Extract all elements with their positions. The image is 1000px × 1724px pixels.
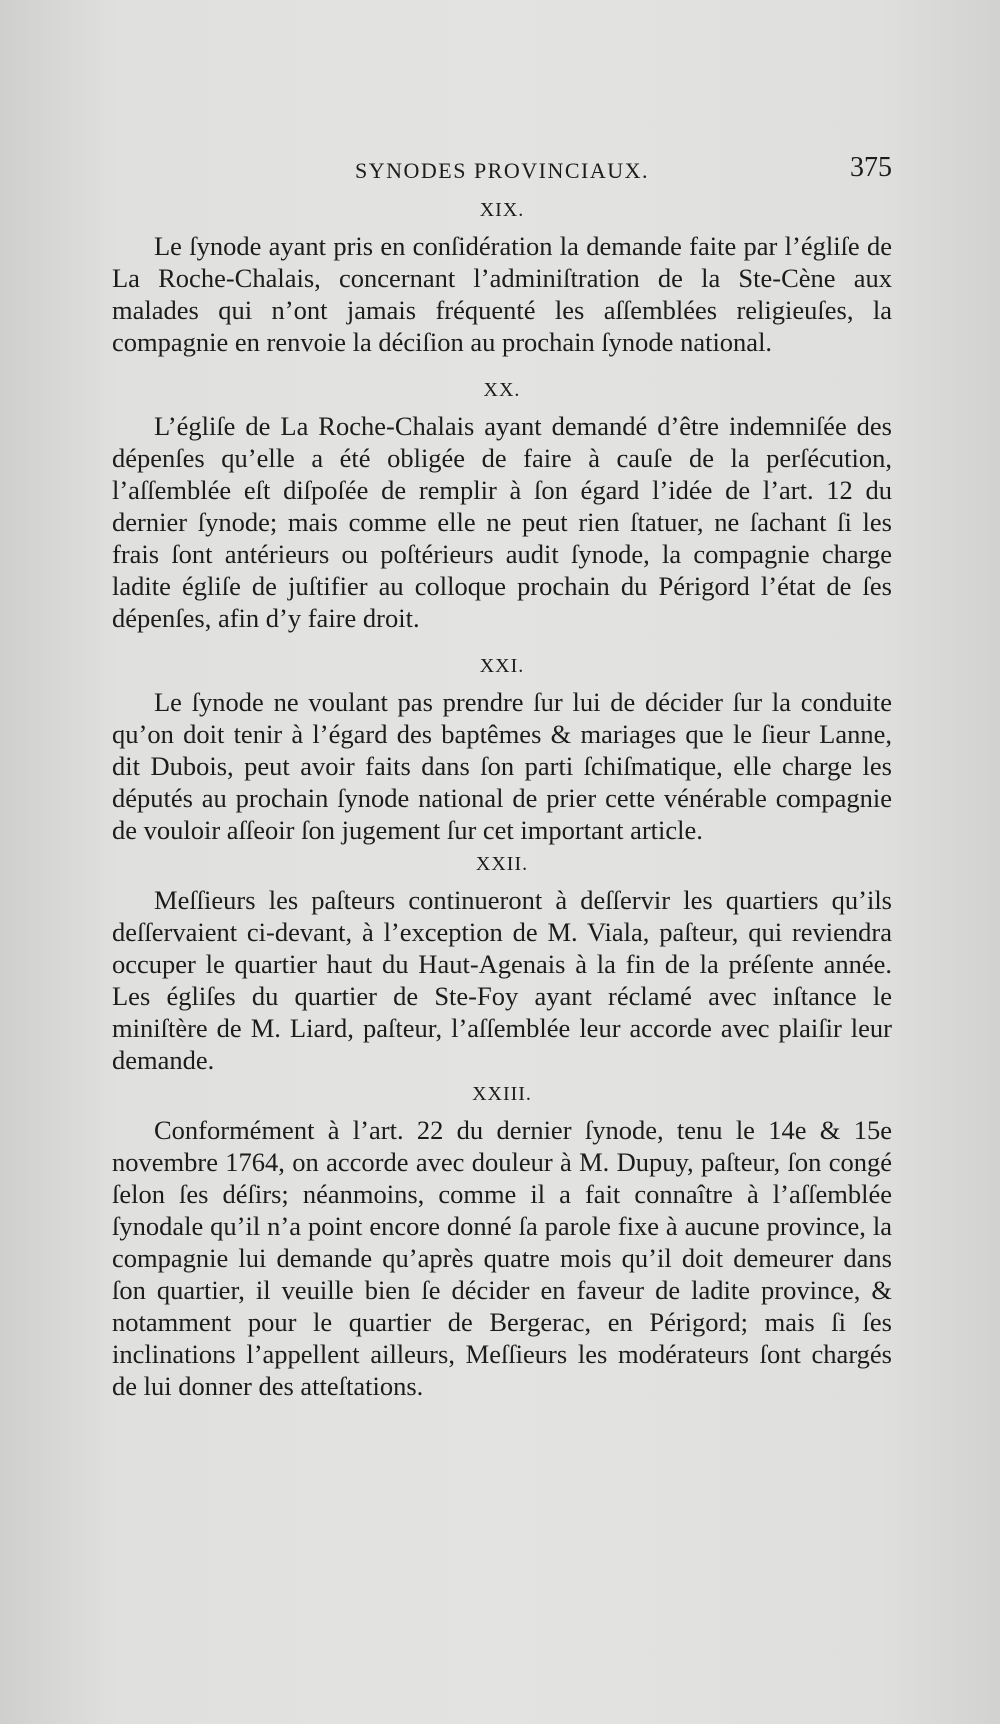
article-number: XIX. — [479, 199, 525, 221]
article-text: Conformément à l’art. 22 du dernier ſynode, tenu le 14e & 15e novembre 1764, on accorde avec douleur à M. Dupuy, paſteur, ſon congé ſelon ſes déſirs; néanmoins, comme il a fait connaître à l’aſſemblée ſynodale qu’il n’a point encore donné ſa parole fixe à aucune province, la compagnie lui demande qu’après quatre mois qu’il doit demeurer dans ſon quartier, il veuille bien ſe décider en faveur de ladite province, & notamment pour le quartier de Bergerac, en Périgord; mais ſi ſes inclinations l’appellent ailleurs, Meſſieurs les modérateurs ſont chargés de lui donner des atteſtations. — [112, 1115, 892, 1401]
article-number: XXIII. — [472, 1083, 532, 1105]
article-20 — [112, 376, 892, 634]
article-number: XXII. — [475, 853, 529, 875]
article-text: L’égliſe de La Roche-Chalais ayant demandé d’être indemniſée des dépenſes qu’elle a été obligée de faire à cauſe de la perſécution, l’aſſemblée eſt diſpoſée de remplir à ſon égard l’idée de l’art. 12 du dernier ſynode; mais comme elle ne peut rien ſtatuer, ne ſachant ſi les frais ſont antérieurs ou poſtérieurs audit ſynode, la compagnie charge ladite égliſe de juſtifier au colloque prochain du Périgord l’état de ſes dépenſes, afin d’y faire droit. — [112, 411, 892, 633]
article-19 — [112, 196, 892, 358]
article-number: XX. — [483, 379, 521, 401]
article-text: Le ſynode ayant pris en conſidération la demande faite par l’égliſe de La Roche-Chalais, concernant l’adminiſtration de la Ste-Cène aux malades qui n’ont jamais fréquenté les aſſemblées religieuſes, la compagnie en renvoie la déciſion au prochain ſynode national. — [112, 231, 892, 357]
article-22 — [112, 850, 892, 1076]
article-21 — [112, 652, 892, 846]
article-text: Le ſynode ne voulant pas prendre ſur lui de décider ſur la conduite qu’on doit tenir à l’égard des baptêmes & mariages que le ſieur Lanne, dit Dubois, peut avoir faits dans ſon parti ſchiſmatique, elle charge les députés au prochain ſynode national de prier cette vénérable compagnie de vouloir aſſeoir ſon jugement ſur cet important article. — [112, 687, 892, 845]
running-head — [112, 150, 892, 190]
article-text: Meſſieurs les paſteurs continueront à deſſervir les quartiers qu’ils deſſervaient ci-devant, à l’exception de M. Viala, paſteur, qui reviendra occuper le quartier haut du Haut-Agenais à la fin de la préſente année. Les égliſes du quartier de Ste-Foy ayant réclamé avec inſtance le miniſtère de M. Liard, paſteur, l’aſſemblée leur accorde avec plaiſir leur demande. — [112, 885, 892, 1075]
page-number: 375 — [850, 152, 892, 183]
article-23 — [112, 1080, 892, 1402]
page-body — [112, 150, 892, 1420]
running-title: SYNODES PROVINCIAUX. — [354, 158, 650, 183]
article-number: XXI. — [479, 655, 525, 677]
